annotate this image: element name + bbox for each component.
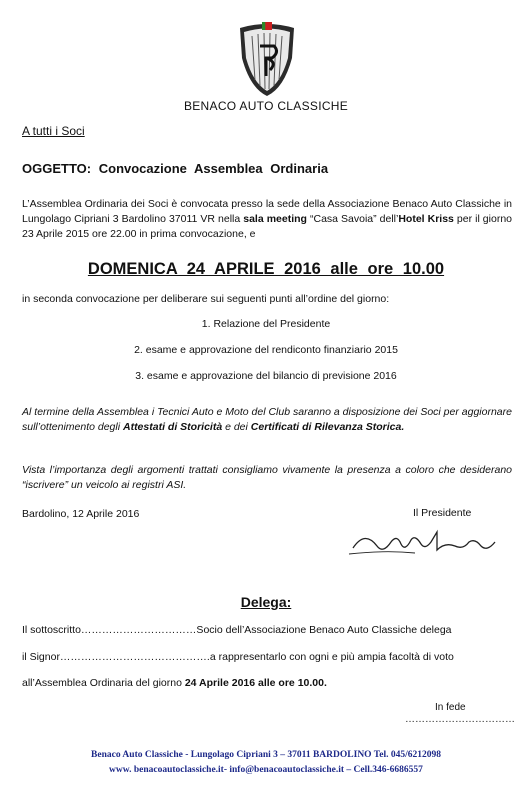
technicians-paragraph: [22, 405, 512, 435]
intro-text-3: per il giorno 23 Aprile 2015 ore 22.00 in prima convocazione, e: [22, 213, 512, 240]
delega-line-3: [22, 677, 512, 689]
hotel-name: Hotel Kriss: [398, 213, 454, 225]
technicians-connector: e dei: [222, 421, 251, 433]
signature-line: ……………………………: [405, 714, 515, 725]
delega-line-3-text: all’Assemblea Ordinaria del giorno: [22, 677, 185, 689]
president-label: Il Presidente: [413, 507, 472, 519]
agenda-item: 3. esame e approvazione del bilancio di previsione 2016: [135, 370, 397, 382]
in-fede-label: In fede: [435, 702, 466, 713]
subject-line: [22, 161, 328, 176]
footer-address: Benaco Auto Classiche - Lungolago Cipriani 3 – 37011 BARDOLINO Tel. 045/6212098: [91, 750, 441, 760]
subject-label: OGGETTO:: [22, 161, 92, 176]
subject-text: Convocazione Assemblea Ordinaria: [98, 161, 329, 176]
signature-image: [345, 520, 510, 566]
meeting-room: sala meeting: [243, 213, 307, 225]
brand-name: BENACO AUTO CLASSICHE: [183, 99, 349, 113]
second-call-text: in seconda convocazione per deliberare sui seguenti punti all’ordine del giorno:: [22, 293, 390, 305]
technicians-text: Al termine della Assemblea i Tecnici Auto e Moto del Club saranno a disposizione dei Soci per aggiornare sull’ottenimento degli: [22, 406, 512, 433]
delega-date: 24 Aprile 2016 alle ore 10.00.: [184, 677, 327, 689]
place-date: Bardolino, 12 Aprile 2016: [22, 508, 140, 520]
agenda-item: 2. esame e approvazione del rendiconto finanziario 2015: [134, 344, 398, 356]
agenda-item: 1. Relazione del Presidente: [201, 318, 331, 330]
salutation: A tutti i Soci: [22, 124, 85, 138]
intro-text-1: L’Assemblea Ordinaria dei Soci è convocata presso la sede della Associazione Benaco Auto Classiche in Lungolago Cipriani 3 Bardolino 37011 VR nella: [22, 198, 512, 225]
importance-paragraph: Vista l’importanza degli argomenti trattati consigliamo vivamente la presenza a coloro che desiderano “iscrivere” un veicolo ai registri ASI.: [22, 464, 512, 491]
main-date: DOMENICA 24 APRILE 2016 alle ore 10.00: [87, 260, 445, 278]
delega-title: Delega:: [240, 594, 292, 610]
footer-contacts: www. benacoautoclassiche.it- info@benacoautoclassiche.it – Cell.346-6686557: [109, 765, 423, 775]
intro-text-2: “Casa Savoia” dell’: [306, 213, 399, 225]
certificates-relevance: Certificati di Rilevanza Storica.: [250, 421, 405, 433]
delega-line-1: Il sottoscritto……………………………Socio dell’Associazione Benaco Auto Classiche delega: [22, 624, 452, 636]
certificates-historicity: Attestati di Storicità: [122, 421, 223, 433]
intro-paragraph: [22, 197, 512, 242]
delega-line-2: il Signor…………………………………….a rappresentarlo con ogni e più ampia facoltà di voto: [22, 651, 454, 663]
grille-emblem-icon: [222, 18, 312, 100]
